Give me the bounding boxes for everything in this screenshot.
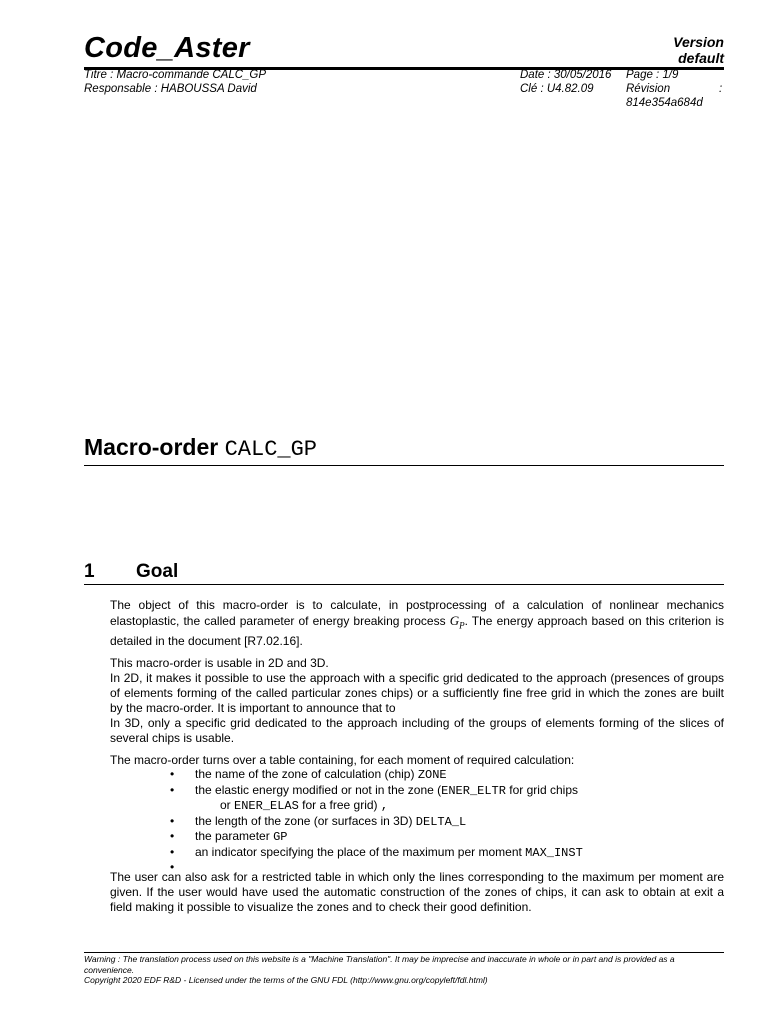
footer-warning: Warning : The translation process used on this website is a "Machine Translation". It may be imprecise and inaccurate in whole or in part and is provided as a convenience. — [84, 954, 675, 975]
list-item: • the name of the zone of calculation (chip) ZONE — [170, 767, 447, 782]
list-item: • an indicator specifying the place of the maximum per moment MAX_INST — [170, 844, 583, 860]
doc-cle: Clé : U4.82.09 — [520, 83, 594, 95]
title-rule — [84, 465, 724, 466]
doc-responsable: Responsable : HABOUSSA David — [84, 83, 257, 95]
usage-line-3d: In 3D, only a specific grid dedicated to the approach including of the groups of elements forming of the slices of several chips is usable. — [110, 716, 724, 745]
document-title — [84, 434, 317, 462]
footer-copyright: Copyright 2020 EDF R&D - Licensed under the terms of the GNU FDL (http://www.gnu.org/copyleft/fdl.html) — [84, 975, 488, 985]
footer — [84, 954, 724, 986]
doc-revision-value: 814e354a684d — [626, 97, 703, 109]
section-rule — [84, 584, 724, 585]
version-label — [673, 34, 724, 66]
document-title-prefix: Macro-order — [84, 434, 219, 460]
gp-symbol: $G_P$ — [449, 613, 465, 631]
document-title-code: CALC_GP — [224, 437, 318, 462]
usage-line-2d: In 2D, it makes it possible to use the approach with a specific grid dedicated to the approach (presences of groups of elements forming of the called particular zones chips) or a sufficiently fine free grid in which the zones are built by the macro-order. It is important to announce that to — [110, 671, 724, 715]
paragraph-table: The macro-order turns over a table containing, for each moment of required calculation: — [110, 753, 575, 767]
code-aster-logo: Code_Aster — [84, 32, 250, 64]
list-item-continuation: or ENER_ELAS for a free grid) , — [220, 798, 389, 813]
section-number: 1 — [84, 561, 95, 582]
doc-date: Date : 30/05/2016 — [520, 69, 612, 81]
doc-revision-colon: : — [719, 83, 723, 95]
section-title: Goal — [136, 561, 179, 582]
footer-rule — [84, 952, 724, 953]
version-line1: Version — [673, 34, 724, 50]
paragraph-usage — [110, 656, 724, 746]
doc-revision-label: Révision — [626, 83, 671, 95]
doc-titre: Titre : Macro-commande CALC_GP — [84, 69, 267, 81]
doc-page: Page : 1/9 — [626, 69, 679, 81]
version-line2: default — [678, 50, 724, 66]
paragraph-intro-a: The object of this macro-order is to calculate, in postprocessing of a calculation of nonlinear mechanics elastoplastic, the called parameter of energy breaking process — [110, 598, 724, 628]
list-item-empty: • — [170, 860, 175, 874]
list-item: • the elastic energy modified or not in the zone (ENER_ELTR for grid chips — [170, 782, 578, 798]
list-item: • the length of the zone (or surfaces in 3D) DELTA_L — [170, 813, 467, 829]
paragraph-intro-b: . The energy approach based on this criterion is detailed in the document [R7.02.16]. — [110, 614, 724, 648]
paragraph-restricted: The user can also ask for a restricted table in which only the lines corresponding to the maximum per moment are given. If the user would have used the automatic construction of the zones of chips, it can ask to obtain at exit a field making it possible to visualize the zones and to check their good definition. — [110, 870, 724, 914]
output-list — [170, 767, 583, 875]
paragraph-intro — [110, 598, 724, 649]
usage-line-1: This macro-order is usable in 2D and 3D. — [110, 656, 329, 670]
list-item: • the parameter GP — [170, 829, 288, 844]
